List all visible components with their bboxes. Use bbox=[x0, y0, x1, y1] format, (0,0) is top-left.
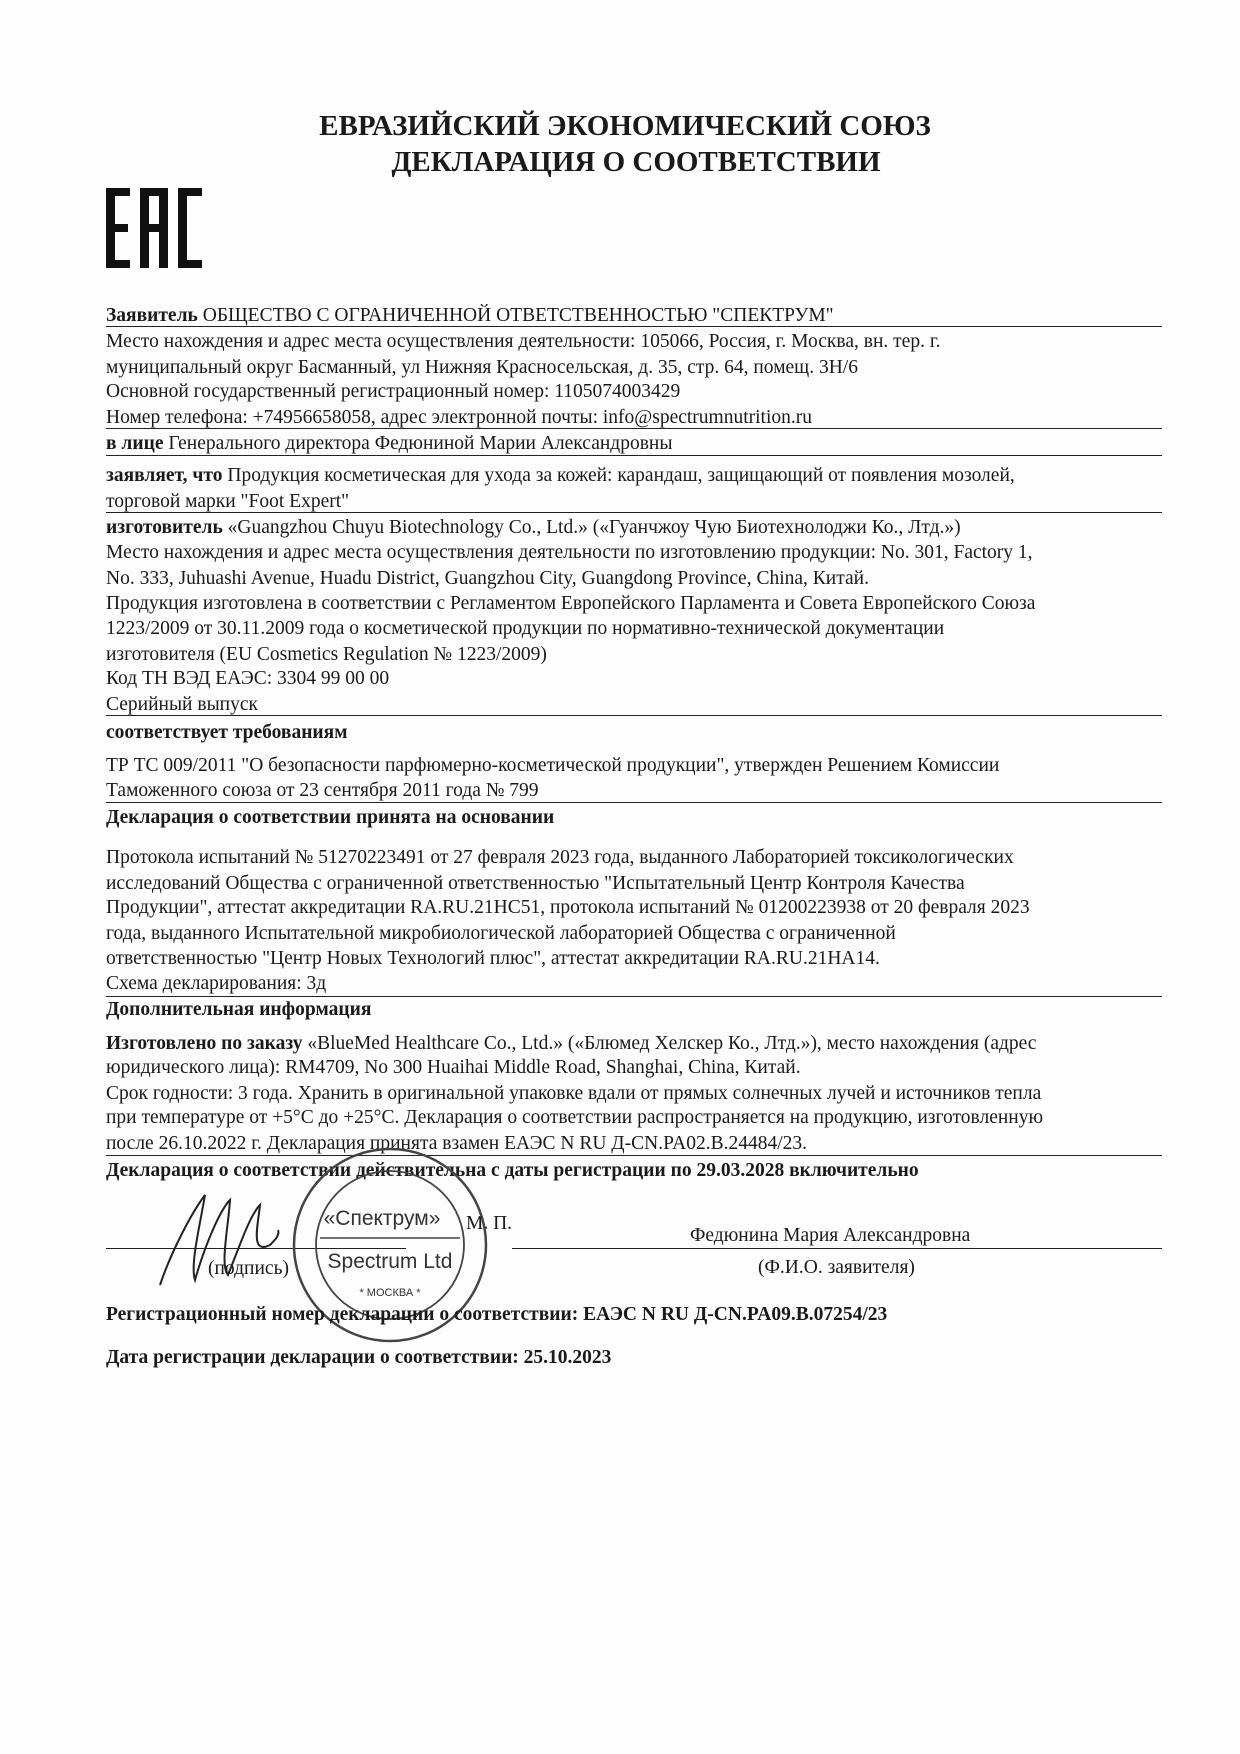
additional-label: Дополнительная информация bbox=[106, 999, 372, 1020]
requirements-line-2: Таможенного союза от 23 сентября 2011 года № 799 bbox=[106, 780, 539, 801]
applicant-address-1: Место нахождения и адрес места осуществления деятельности: 105066, Россия, г. Москва, вн. тер. г. bbox=[106, 331, 941, 352]
hs-code: Код ТН ВЭД ЕАЭС: 3304 99 00 00 bbox=[106, 668, 390, 689]
manufacturer-name: «Guangzhou Chuyu Biotechnology Co., Ltd.» («Гуанчжоу Чую Биотехнолоджи Ко., Лтд.») bbox=[227, 517, 961, 538]
applicant-name: ОБЩЕСТВО С ОГРАНИЧЕННОЙ ОТВЕТСТВЕННОСТЬЮ "СПЕКТРУМ" bbox=[202, 305, 834, 326]
declares-label: заявляет, что bbox=[106, 465, 223, 486]
name-line bbox=[512, 1248, 1162, 1249]
name-caption: (Ф.И.О. заявителя) bbox=[758, 1257, 915, 1278]
basis-line-1: Протокола испытаний № 51270223491 от 27 февраля 2023 года, выданного Лабораторией токсикологических bbox=[106, 847, 1014, 868]
manufacturer-address-1: Место нахождения и адрес места осуществления деятельности по изготовлению продукции: No. 301, Factory 1, bbox=[106, 542, 1033, 563]
basis-line-5: ответственностью "Центр Новых Технологий плюс", аттестат аккредитации RA.RU.21НА14. bbox=[106, 948, 880, 969]
regulation-line-3: изготовителя (EU Cosmetics Regulation № 1223/2009) bbox=[106, 644, 547, 665]
requirements-line-1: ТР ТС 009/2011 "О безопасности парфюмерно-косметической продукции", утвержден Решением Комиссии bbox=[106, 755, 1000, 776]
declares-line-1 bbox=[106, 464, 1015, 488]
validity-statement: Декларация о соответствии действительна с даты регистрации по 29.03.2028 включительно bbox=[106, 1160, 919, 1181]
divider bbox=[106, 1155, 1162, 1156]
order-line-2: юридического лица): RM4709, No 300 Huaihai Middle Road, Shanghai, China, Китай. bbox=[106, 1057, 801, 1078]
document-title: ДЕКЛАРАЦИЯ О СООТВЕТСТВИИ bbox=[391, 146, 881, 178]
basis-line-4: года, выданного Испытательной микробиологической лабораторией Общества с ограниченной bbox=[106, 923, 896, 944]
divider bbox=[106, 512, 1162, 513]
stamp-city: * МОСКВА * bbox=[359, 1287, 421, 1299]
declaration-scheme: Схема декларирования: 3д bbox=[106, 973, 327, 994]
order-line-1 bbox=[106, 1032, 1036, 1056]
applicant-line bbox=[106, 304, 834, 328]
divider bbox=[106, 715, 1162, 716]
divider bbox=[106, 996, 1162, 997]
divider bbox=[106, 326, 1162, 327]
basis-label: Декларация о соответствии принята на основании bbox=[106, 807, 555, 828]
representative-line bbox=[106, 432, 672, 456]
manufacturer-line bbox=[106, 516, 961, 540]
shelf-line-3: после 26.10.2022 г. Декларация принята взамен ЕАЭС N RU Д-CN.PA02.B.24484/23. bbox=[106, 1133, 808, 1154]
applicant-label: Заявитель bbox=[106, 305, 198, 326]
divider bbox=[106, 428, 1162, 429]
stamp-name-ru: «Спектрум» bbox=[323, 1207, 441, 1230]
basis-line-2: исследований Общества с ограниченной ответственностью "Испытательный Центр Контроля Качества bbox=[106, 873, 965, 894]
rep-name: Генерального директора Федюниной Марии Александровны bbox=[168, 433, 673, 454]
requirements-label: соответствует требованиям bbox=[106, 722, 348, 743]
signature-icon bbox=[150, 1185, 290, 1295]
stamp-name-en: Spectrum Ltd bbox=[327, 1250, 453, 1273]
batch-type: Серийный выпуск bbox=[106, 694, 258, 715]
applicant-address-2: муниципальный округ Басманный, ул Нижняя Красносельская, д. 35, стр. 64, помещ. 3Н/6 bbox=[106, 357, 858, 378]
applicant-ogrn: Основной государственный регистрационный номер: 1105074003429 bbox=[106, 381, 681, 402]
registration-number: Регистрационный номер декларации о соответствии: ЕАЭС N RU Д-CN.PA09.B.07254/23 bbox=[106, 1304, 888, 1325]
shelf-line-2: при температуре от +5°С до +25°С. Декларация о соответствии распространяется на продукцию, изготовленную bbox=[106, 1107, 1044, 1128]
manufacturer-address-2: No. 333, Juhuashi Avenue, Huadu District, Guangzhou City, Guangdong Province, China, Китай. bbox=[106, 568, 869, 589]
product-description: Продукция косметическая для ухода за кожей: карандаш, защищающий от появления мозолей, bbox=[227, 465, 1015, 486]
order-customer: «BlueMed Healthcare Co., Ltd.» («Блюмед Хелскер Ко., Лтд.»), место нахождения (адрес bbox=[307, 1033, 1037, 1054]
shelf-line-1: Срок годности: 3 года. Хранить в оригинальной упаковке вдали от прямых солнечных лучей и источников тепла bbox=[106, 1083, 1042, 1104]
basis-line-3: Продукции", аттестат аккредитации RA.RU.21НС51, протокола испытаний № 01200223938 от 20 февраля 2023 bbox=[106, 897, 1030, 918]
divider bbox=[106, 455, 1162, 456]
rep-label: в лице bbox=[106, 433, 164, 454]
signature-caption: (подпись) bbox=[208, 1258, 289, 1279]
divider bbox=[106, 802, 1162, 803]
order-label: Изготовлено по заказу bbox=[106, 1033, 303, 1054]
stamp-place-label: М. П. bbox=[466, 1213, 513, 1234]
manufacturer-label: изготовитель bbox=[106, 517, 223, 538]
applicant-full-name: Федюнина Мария Александровна bbox=[690, 1225, 971, 1246]
union-title: ЕВРАЗИЙСКИЙ ЭКОНОМИЧЕСКИЙ СОЮЗ bbox=[319, 110, 931, 142]
registration-date: Дата регистрации декларации о соответствии: 25.10.2023 bbox=[106, 1347, 612, 1368]
applicant-contacts: Номер телефона: +74956658058, адрес электронной почты: info@spectrumnutrition.ru bbox=[106, 407, 812, 428]
regulation-line-2: 1223/2009 от 30.11.2009 года о косметической продукции по нормативно-технической документации bbox=[106, 618, 945, 639]
declares-line-2: торговой марки "Foot Expert" bbox=[106, 491, 350, 512]
eac-logo-icon bbox=[106, 188, 202, 268]
regulation-line-1: Продукция изготовлена в соответствии с Регламентом Европейского Парламента и Совета Европейского Союза bbox=[106, 593, 1036, 614]
